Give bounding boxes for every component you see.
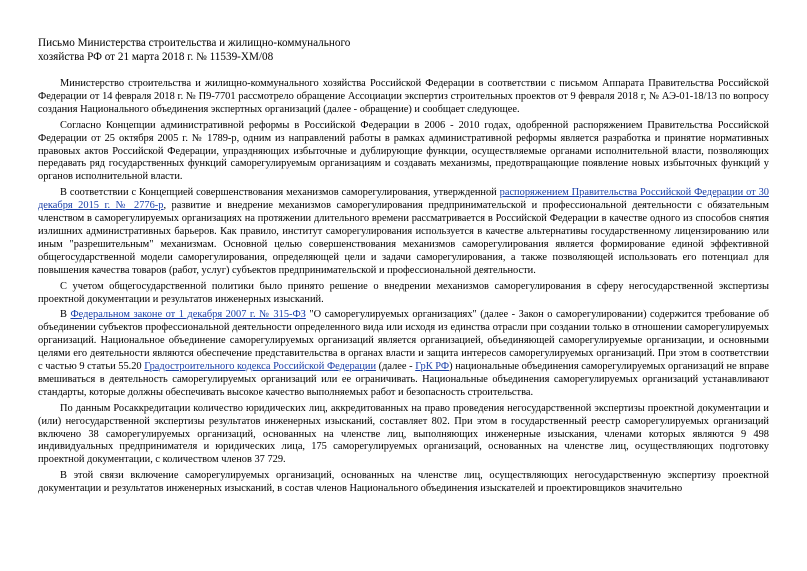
paragraph-5-text-end: ) национальные объединения саморегулируемых организаций не вправе вмешиваться в деятельность саморегулируемых организаций или ее ограничивать. Национальные объединения саморегулируемых организаций устанавливают стандарты, которые должны обеспечивать высокое качество выполняемых работ и безопасность строительства. (38, 361, 769, 398)
document-title: Письмо Министерства строительства и жилищно-коммунального хозяйства РФ от 21 марта 2018 г. № 11539-ХМ/08 (38, 37, 351, 63)
link-grk-rf-full[interactable]: Градостроительного кодекса Российской Федерации (144, 361, 377, 373)
paragraph-6: По данным Росаккредитации количество юридических лиц, аккредитованных на право проведения негосударственной экспертизы проектной документации и (или) негосударственной экспертизы результатов инженерных изысканий, составляет 802. При этом в государственный реестр саморегулируемых организаций включено 38 саморегулируемых организаций, основанных на членстве лиц, выполняющих инженерные изыскания, членами которых являются 9 498 индивидуальных предпринимателя и юридических лица, 175 саморегулируемых организаций, основанных на членстве лиц, осуществляющих подготовку проектной документации, с количеством членов 37 729. (38, 402, 769, 466)
paragraph-3-text-start: В соответствии с Концепцией совершенствования механизмов саморегулирования, утвержденной (60, 187, 500, 199)
paragraph-3 (38, 187, 769, 277)
paragraph-3-text-end: , развитие и внедрение механизмов саморегулирования предпринимательской и профессиональной деятельности с обязательным членством в саморегулируемых организациях на протяжении длительного времени рассматривается в Российской Федерации в качестве одного из способов снятия излишних административных барьеров. Как правило, институт саморегулирования используется в качестве альтернативы государственному лицензированию или иным "разрешительным" механизмам. Основной целью совершенствования механизмов саморегулирования является формирование единой эффективной общегосударственной модели саморегулирования, определяющей цели и задачи саморегулирования, а также позволяющей использовать его потенциал для повышения качества товаров (работ, услуг) субъектов предпринимательской и профессиональной деятельности. (38, 200, 769, 276)
paragraph-5 (38, 309, 769, 399)
paragraph-5-text-mid2: (далее - (376, 361, 416, 373)
paragraph-7: В этой связи включение саморегулируемых организаций, основанных на членстве лиц, осуществляющих негосударственную экспертизу проектной документации и результатов инженерных изысканий, в состав членов Национального объединения изыскателей и проектировщиков значительно (38, 470, 769, 495)
paragraph-2: Согласно Концепции административной реформы в Российской Федерации в 2006 - 2010 годах, одобренной распоряжением Правительства Российской Федерации от 25 октября 2005 г. № 1789-р, одним из направлений работы в рамках административной реформы является разработка и принятие нормативных правовых актов Российской Федерации, упраздняющих избыточные и дублирующие функции, осуществляемые органами исполнительной власти, позволяющих передавать ряд государственных функций саморегулируемым организациям и создавать механизмы, предотвращающие появление новых избыточных функций у органов исполнительной власти. (38, 119, 769, 183)
link-rasporyazhenie-2776-r[interactable]: распоряжением Правительства Российской Федерации от 30 декабря 2015 г. № 2776-р (38, 187, 769, 212)
paragraph-1: Министерство строительства и жилищно-коммунального хозяйства Российской Федерации в соответствии с письмом Аппарата Правительства Российской Федерации от 14 февраля 2018 г. № П9-7701 рассмотрело обращение Ассоциации экспертиз строительных проектов от 9 февраля 2018 г, № АЭ-01-18/13 по вопросу создания Национального объединения экспертных организаций (далее - обращение) и сообщает следующее. (38, 78, 769, 115)
link-federal-law-315-fz[interactable]: Федеральном законе от 1 декабря 2007 г. № 315-ФЗ (70, 309, 306, 321)
paragraph-5-text-mid1: "О саморегулируемых организациях" (далее - Закон о саморегулировании) содержится требование об объединении субъектов профессиональной деятельности определенного вида или исходя из единства отрасли при создании только в отношении саморегулируемых организаций. Национальное объединение саморегулируемых организаций является организацией, объединяющей саморегулируемые организации, и основными целями его деятельности являются обеспечение представительства в органах власти и защита интересов саморегулируемых организаций. При этом в соответствии с частью 9 статьи 55.20 (38, 309, 770, 373)
paragraph-4: С учетом общегосударственной политики было принято решение о внедрении механизмов саморегулирования в сферу негосударственной экспертизы проектной документации и результатов инженерных изысканий. (38, 280, 769, 305)
paragraph-5-text-start: В (60, 309, 71, 321)
link-grk-rf-short[interactable]: ГрК РФ (415, 361, 450, 373)
